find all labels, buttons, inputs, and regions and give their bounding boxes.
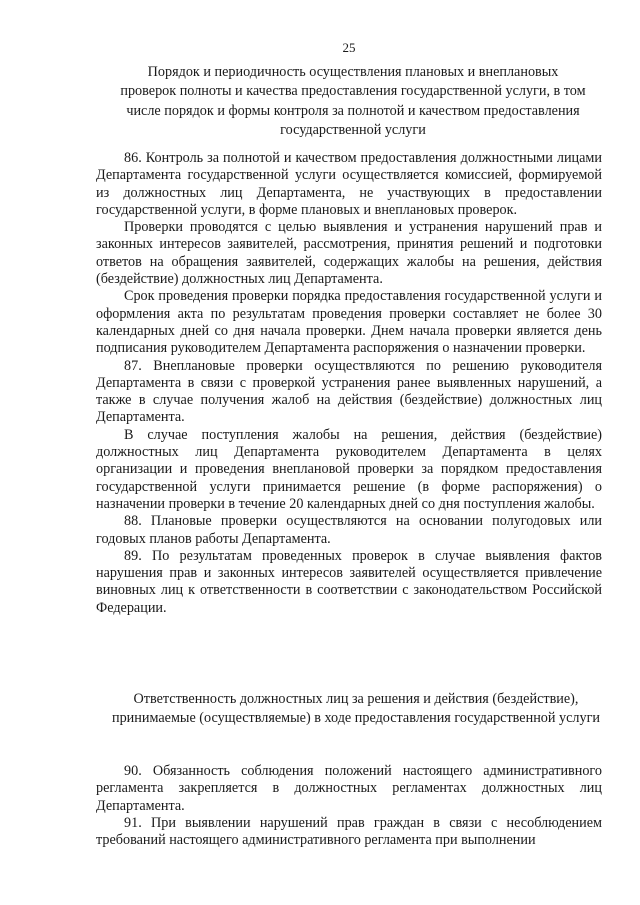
paragraph-91: 91. При выявлении нарушений прав граждан в связи с несоблюдением требований настоящего административного регламента при выполнении (96, 814, 602, 849)
section-body-control-procedure (96, 150, 602, 617)
section-body-official-responsibility (96, 763, 602, 849)
section-heading-control-procedure: Порядок и периодичность осуществления плановых и внеплановых проверок полноты и качества предоставления государственной услуги, в том числе порядок и формы контроля за полнотой и качеством предоставления государственной услуги (120, 64, 586, 138)
paragraph-88: 88. Плановые проверки осуществляются на основании полугодовых или годовых планов работы Департамента. (96, 513, 602, 547)
paragraph-complaint-check: В случае поступления жалобы на решения, действия (бездействие) должностных лиц Департамента руководителем Департамента в целях организации и проведения внеплановой проверки за порядком предоставления государственной услуги принимается решение (в форме распоряжения) о назначении проверки в течение 20 календарных дней со дня поступления жалобы. (96, 426, 602, 512)
paragraph-86: 86. Контроль за полнотой и качеством предоставления должностными лицами Департамента государственной услуги осуществляется комиссией, формируемой из должностных лиц Департамента, не участвующих в предоставлении государственной услуги, в форме плановых и внеплановых проверок. (96, 150, 602, 218)
paragraph-90: 90. Обязанность соблюдения положений настоящего административного регламента закрепляется в должностных регламентах должностных лиц Департамента. (96, 763, 602, 814)
page-number: 25 (342, 40, 356, 55)
paragraph-89: 89. По результатам проведенных проверок в случае выявления фактов нарушения прав и законных интересов заявителей осуществляется привлечение виновных лиц к ответственности в соответствии с законодательством Российской Федерации. (96, 547, 602, 616)
section-heading-official-responsibility: Ответственность должностных лиц за решения и действия (бездействие), принимаемые (осуществляемые) в ходе предоставления государственной услуги (112, 691, 600, 727)
paragraph-87: 87. Внеплановые проверки осуществляются по решению руководителя Департамента в связи с проверкой устранения ранее выявленных нарушений, а также в случае получения жалоб на действия (бездействие) должностных лиц Департамента. (96, 357, 602, 426)
paragraph-checks-purpose: Проверки проводятся с целью выявления и устранения нарушений прав и законных интересов заявителей, рассмотрения, принятия решений и подготовки ответов на обращения заявителей, содержащих жалобы на решения, действия (бездействие) должностных лиц Департамента. (96, 219, 602, 288)
paragraph-check-duration: Срок проведения проверки порядка предоставления государственной услуги и оформления акта по результатам проведения проверки составляет не более 30 календарных дней со дня начала проверки. Днем начала проверки является день подписания руководителем Департамента распоряжения о назначении проверки. (96, 288, 602, 357)
